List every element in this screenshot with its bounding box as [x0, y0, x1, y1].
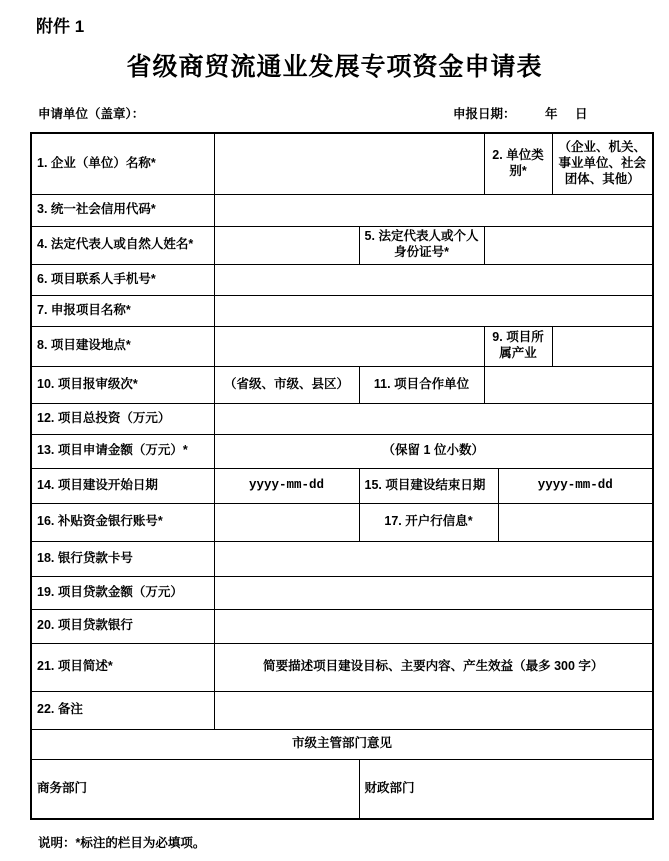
loan-bank-label: 20. 项目贷款银行: [31, 609, 214, 643]
cooperation-unit-label: 11. 项目合作单位: [359, 366, 484, 403]
table-row: [31, 194, 653, 226]
table-row: [31, 643, 653, 691]
remarks-label: 22. 备注: [31, 691, 214, 729]
loan-amount-label: 19. 项目贷款金额（万元）: [31, 576, 214, 609]
municipal-authority-opinion-header: 市级主管部门意见: [31, 729, 653, 759]
bank-branch-info-label: 17. 开户行信息*: [359, 503, 498, 541]
credit-code-field: [214, 194, 653, 226]
project-location-field: [214, 326, 484, 366]
project-name-label: 7. 申报项目名称*: [31, 295, 214, 326]
table-row: [31, 295, 653, 326]
table-row: [31, 729, 653, 759]
table-row: [31, 264, 653, 295]
review-level-options-note: （省级、市级、县区）: [214, 366, 359, 403]
apply-amount-label: 13. 项目申请金额（万元）*: [31, 434, 214, 468]
table-row: [31, 326, 653, 366]
loan-amount-field: [214, 576, 653, 609]
commerce-department-cell: 商务部门: [31, 759, 359, 819]
subsidy-bank-account-label: 16. 补贴资金银行账号*: [31, 503, 214, 541]
table-row: [31, 133, 653, 194]
project-summary-label: 21. 项目简述*: [31, 643, 214, 691]
project-industry-label: 9. 项目所属产业: [484, 326, 552, 366]
applicant-unit-label: 申请单位（盖章）：: [38, 107, 145, 121]
legal-person-id-field: [484, 226, 653, 264]
subheader: [0, 104, 669, 126]
declare-date-label: 申报日期：: [453, 107, 516, 121]
cooperation-unit-field: [484, 366, 653, 403]
finance-department-cell: 财政部门: [359, 759, 653, 819]
loan-bank-field: [214, 609, 653, 643]
table-row: [31, 434, 653, 468]
project-industry-field: [552, 326, 653, 366]
page-title: 省级商贸流通业发展专项资金申请表: [126, 53, 543, 81]
day-label: 日: [575, 107, 588, 121]
year-label: 年: [545, 107, 558, 121]
table-row: [31, 609, 653, 643]
unit-category-label: 2. 单位类别*: [484, 133, 552, 194]
table-row: [31, 226, 653, 264]
subsidy-bank-account-field: [214, 503, 359, 541]
legal-person-name-field: [214, 226, 359, 264]
table-row: [31, 366, 653, 403]
review-level-label: 10. 项目报审级次*: [31, 366, 214, 403]
enterprise-name-label: 1. 企业（单位）名称*: [31, 133, 214, 194]
apply-amount-decimal-note: （保留 1 位小数）: [214, 434, 653, 468]
contact-phone-field: [214, 264, 653, 295]
required-fields-note: 说明：*标注的栏目为必填项。: [38, 836, 206, 850]
table-row: [31, 468, 653, 503]
start-date-label: 14. 项目建设开始日期: [31, 468, 214, 503]
application-form-table: [30, 132, 654, 820]
bank-branch-info-field: [498, 503, 653, 541]
credit-code-label: 3. 统一社会信用代码*: [31, 194, 214, 226]
enterprise-name-field: [214, 133, 484, 194]
remarks-field: [214, 691, 653, 729]
end-date-format-value: yyyy-mm-dd: [498, 468, 653, 503]
attachment-label: 附件 1: [36, 17, 85, 36]
loan-card-number-label: 18. 银行贷款卡号: [31, 541, 214, 576]
project-name-field: [214, 295, 653, 326]
table-row: [31, 759, 653, 819]
total-investment-label: 12. 项目总投资（万元）: [31, 403, 214, 434]
table-row: [31, 541, 653, 576]
project-location-label: 8. 项目建设地点*: [31, 326, 214, 366]
table-row: [31, 503, 653, 541]
total-investment-field: [214, 403, 653, 434]
unit-category-options-note: （企业、机关、事业单位、社会团体、其他）: [552, 133, 653, 194]
legal-person-name-label: 4. 法定代表人或自然人姓名*: [31, 226, 214, 264]
legal-person-id-label: 5. 法定代表人或个人身份证号*: [359, 226, 484, 264]
end-date-label: 15. 项目建设结束日期: [359, 468, 498, 503]
project-summary-hint: 简要描述项目建设目标、主要内容、产生效益（最多 300 字）: [214, 643, 653, 691]
table-row: [31, 576, 653, 609]
table-row: [31, 403, 653, 434]
contact-phone-label: 6. 项目联系人手机号*: [31, 264, 214, 295]
loan-card-number-field: [214, 541, 653, 576]
table-row: [31, 691, 653, 729]
start-date-format-value: yyyy-mm-dd: [214, 468, 359, 503]
